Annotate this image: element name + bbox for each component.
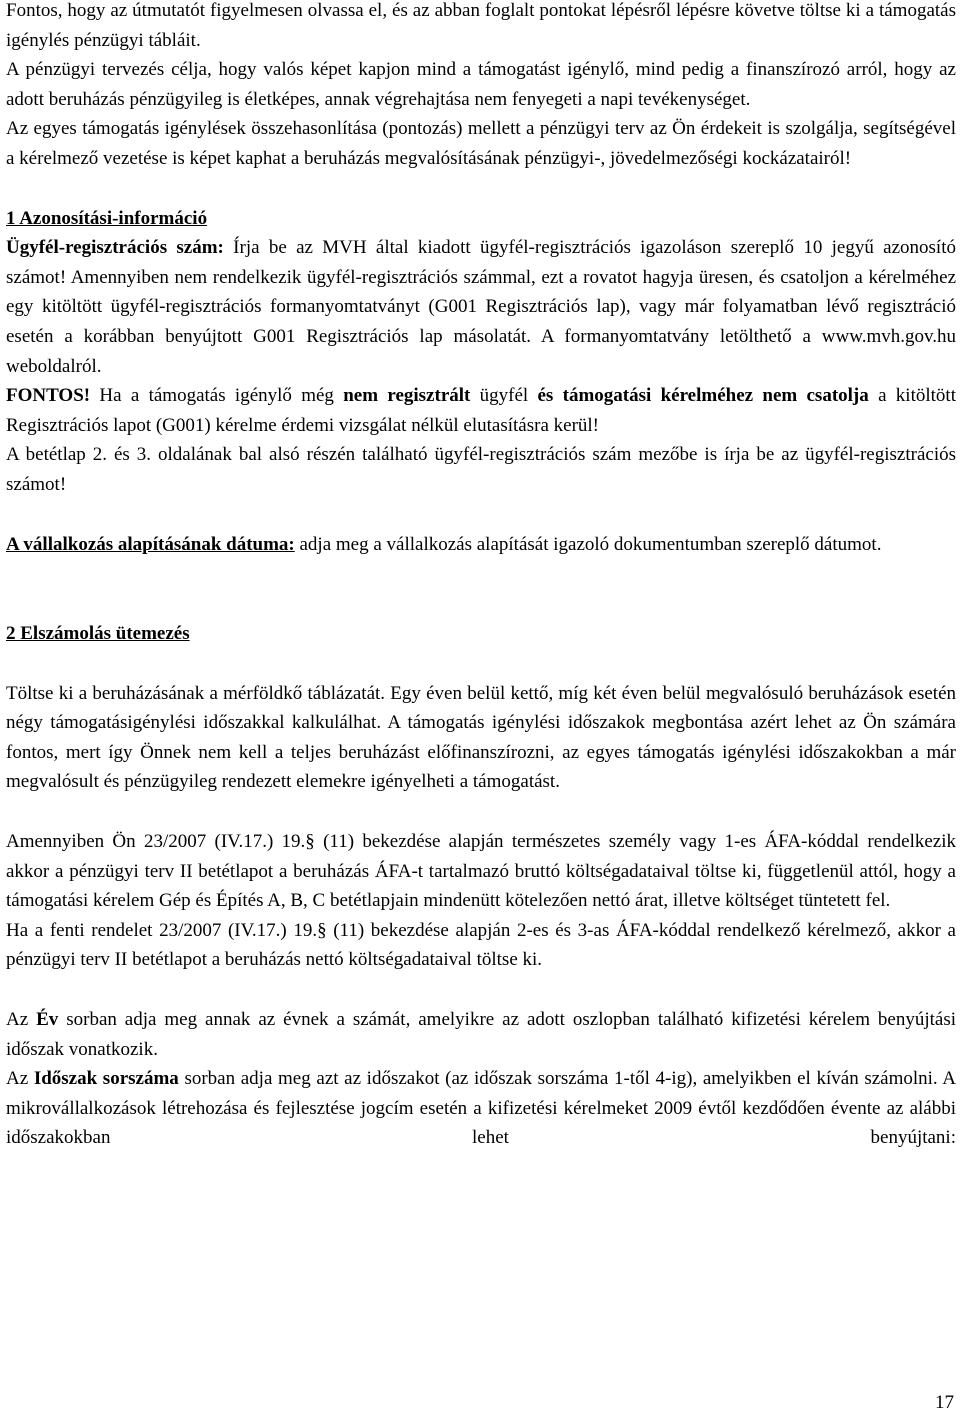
spacer: [6, 797, 956, 827]
fontos-text-2: ügyfél: [470, 385, 538, 407]
year-label: Év: [36, 1009, 59, 1031]
fontos-text-3: a kitöltött Regisztrációs lapot (G001) kérelme érdemi vizsgálat nélkül elutasításra kerül!: [6, 385, 956, 436]
vat-code-2-3-paragraph: Ha a fenti rendelet 23/2007 (IV.17.) 19.§ (11) bekezdése alapján 2-es és 3-as ÁFA-kóddal rendelkező kérelmező, akkor a pénzügyi terv II betétlapot a beruházás nettó költségadataival töltse ki.: [6, 919, 956, 971]
section-1-heading: [6, 204, 956, 234]
intro-paragraph-1: Fontos, hogy az útmutatót figyelmesen olvassa el, és az abban foglalt pontokat lépésről lépésre követve töltse ki a támogatás igénylés pénzügyi tábláit.: [6, 0, 956, 51]
year-text-2: sorban adja meg annak az évnek a számát, amelyikre az adott oszlopban található kifizetési kérelem benyújtási időszak vonatkozik.: [6, 1009, 957, 1060]
spacer: [6, 500, 956, 530]
page-number: 17: [935, 1392, 954, 1413]
spacer: [6, 649, 956, 679]
period-text-1: Az: [6, 1068, 34, 1090]
section-2-heading-text: 2 Elszámolás ütemezés: [6, 623, 190, 645]
year-row-paragraph: [6, 1005, 956, 1064]
intro-paragraph-2: A pénzügyi tervezés célja, hogy valós képet kapjon mind a támogatást igénylő, mind pedig a finanszírozó arról, hogy az adott beruházás pénzügyileg is életképes, annak végrehajtása nem fenyegeti a napi tevékenységet.: [6, 59, 956, 110]
document-page: [6, 0, 956, 1153]
registration-number-text: Írja be az MVH által kiadott ügyfél-regisztrációs igazoláson szereplő 10 jegyű azonosító számot! Amennyiben nem rendelkezik ügyfél-regisztrációs számmal, ezt a rovatot hagyja üresen, és csatoljon a kérelméhez egy kitöltött ügyfél-regisztrációs formanyomtatványt (G001 Regisztrációs lap), vagy már folyamatban lévő regisztráció esetén a korábban benyújtott G001 Regisztrációs lap másolatát. A formanyomtatvány letölthető a www.mvh.gov.hu weboldalról.: [6, 237, 956, 377]
founding-date-text: adja meg a vállalkozás alapítását igazoló dokumentumban szereplő dátumot.: [294, 533, 882, 555]
period-row-paragraph: [6, 1064, 956, 1153]
registration-number-label: Ügyfél-regisztrációs szám:: [6, 237, 224, 259]
founding-date-label: A vállalkozás alapításának dátuma:: [6, 533, 295, 555]
milestone-paragraph: Töltse ki a beruházásának a mérföldkő táblázatát. Egy éven belül kettő, míg két éven belül megvalósuló beruházások esetén négy támogatásigénylési időszakkal kalkulálhat. A támogatás igénylési időszakok megbontása azért lehet az Ön számára fontos, mert így Önnek nem kell a teljes beruházást előfinanszírozni, az egyes támogatás igénylési időszakokban a már megvalósult és pénzügyileg rendezett elemekre igényelheti a támogatást.: [6, 682, 956, 793]
spacer: [6, 174, 956, 204]
period-label: Időszak sorszáma: [33, 1068, 179, 1090]
intro-paragraph-3: Az egyes támogatás igénylések összehasonlítása (pontozás) mellett a pénzügyi terv az Ön érdekeit is szolgálja, segítségével a kérelmező vezetése is képet kaphat a beruházás megvalósításának pénzügyi-, jövedelmezőségi kockázatairól!: [6, 118, 956, 169]
period-text-2: sorban adja meg azt az időszakot (az időszak sorszáma 1-től 4-ig), amelyikben el kíván számolni. A mikrovállalkozások létrehozása és fejlesztése jogcím esetén a kifizetési kérelmeket 2009 évtől kezdődően évente az alábbi időszakokban lehet benyújtani:: [6, 1068, 957, 1149]
fontos-bold-1: nem regisztrált: [343, 385, 471, 407]
founding-date-paragraph: [6, 530, 956, 560]
fontos-label: FONTOS!: [6, 385, 91, 407]
fontos-paragraph: [6, 381, 956, 440]
vat-code-1-paragraph: Amennyiben Ön 23/2007 (IV.17.) 19.§ (11) bekezdése alapján természetes személy vagy 1-es ÁFA-kóddal rendelkezik akkor a pénzügyi terv II betétlapot a beruházás ÁFA-t tartalmazó bruttó költségadataival töltse ki, függetlenül attól, hogy a támogatási kérelem Gép és Építés A, B, C betétlapjain mindenütt kötelezően nettó árat, illetve költséget tüntetett fel.: [6, 831, 956, 912]
betetlap-paragraph: A betétlap 2. és 3. oldalának bal alsó részén található ügyfél-regisztrációs szám mezőbe is írja be az ügyfél-regisztrációs számot!: [6, 444, 956, 495]
fontos-text-1: Ha a támogatás igénylő még: [90, 385, 344, 407]
spacer: [6, 975, 956, 1005]
fontos-bold-2: és támogatási kérelméhez nem csatolja: [537, 385, 869, 407]
registration-number-paragraph: [6, 233, 956, 381]
section-2-heading: [6, 619, 956, 649]
spacer: [6, 559, 956, 619]
section-1-heading-text: 1 Azonosítási-információ: [6, 207, 208, 229]
year-text-1: Az: [6, 1009, 37, 1031]
